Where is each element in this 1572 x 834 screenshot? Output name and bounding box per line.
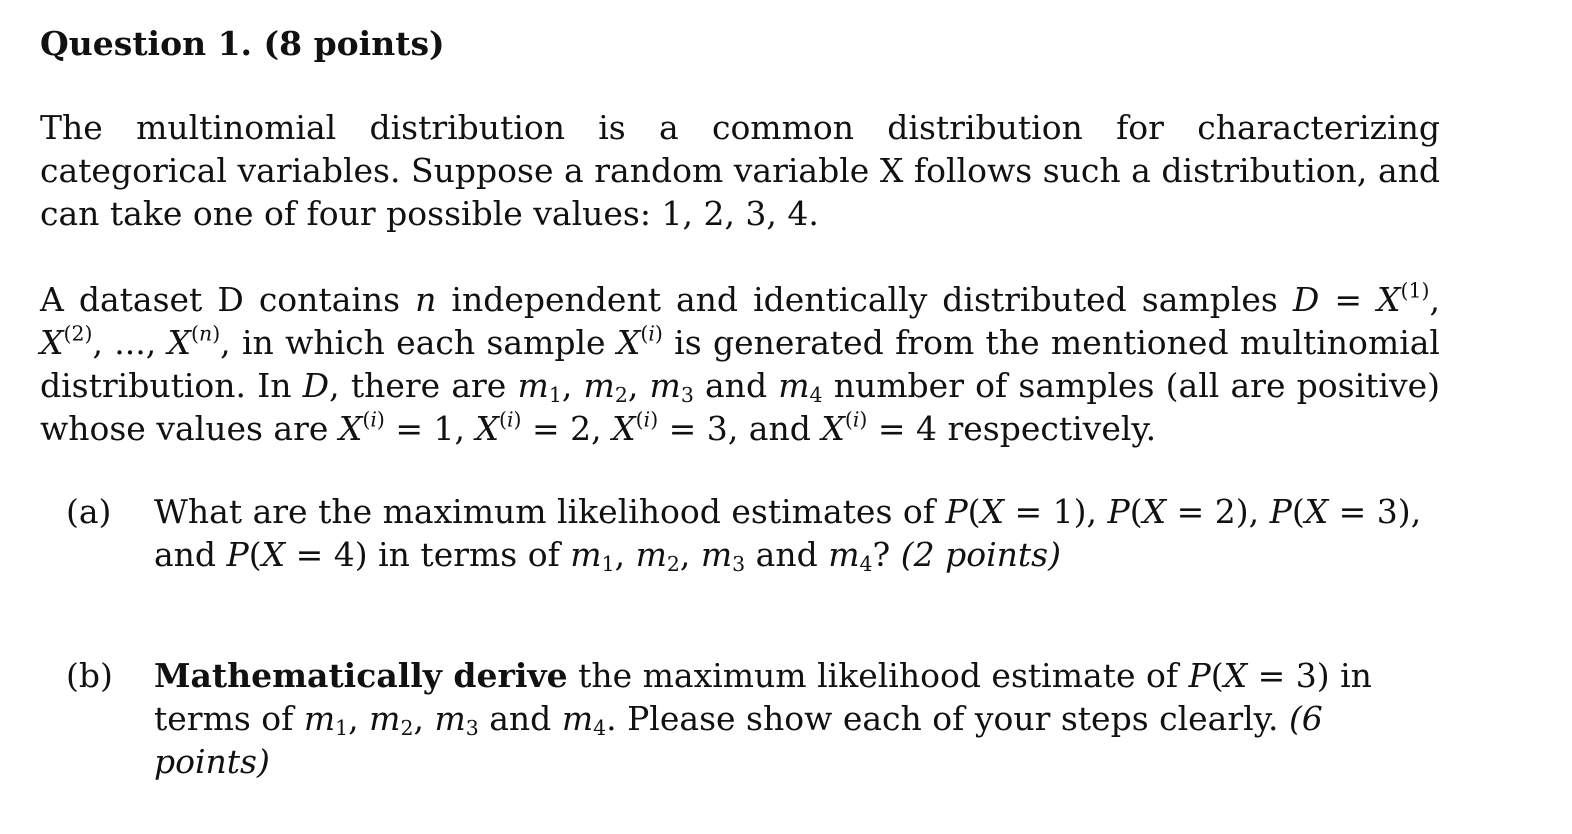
- part-a-text2: , and: [154, 492, 1422, 574]
- prob-formula-4: P(X = 4): [226, 535, 368, 574]
- values-formula: $X^{(i)} = 1$, $X^{(i)} = 2$, $X^{(i)} = 3$: [338, 407, 728, 448]
- var-n: n: [415, 280, 437, 319]
- part-b-text1: the maximum likelihood estimate of: [567, 656, 1189, 695]
- part-b-label: (b): [66, 656, 113, 695]
- dataset-text-d: , in which each sample: [220, 323, 617, 362]
- counts-formula-b: $m_1$, $m_2$, $m_3$: [303, 699, 479, 741]
- part-b-text3: and: [478, 699, 562, 738]
- prob-formula-1-3: P(X = 1), P(X = 2), P(X = 3): [945, 492, 1411, 531]
- part-a: [66, 490, 1440, 576]
- intro-paragraph: The multinomial distribution is a common distribution for characterizing categorical variables. Suppose a random variable X follows such a distribution, and can take one of four possible values: 1, 2, 3, 4.: [40, 108, 1440, 233]
- value4-formula: $X^{(i)} = 4$: [821, 407, 937, 448]
- part-b-bold: Mathematically derive: [154, 656, 568, 695]
- part-a-points: (2 points): [900, 535, 1061, 574]
- dataset-formula: $D = X^{(1)}$, $X^{(2)}$, ..., $X^{(n)}$: [40, 278, 1440, 362]
- dataset-text-e: is generated from the mentioned multinomial distribution. In: [40, 323, 1440, 405]
- dataset-text-j: respectively.: [937, 409, 1157, 448]
- part-b-text2: in terms of: [154, 656, 1372, 738]
- count-m4-b: $m_4$: [561, 699, 607, 741]
- prob-formula-b: P(X = 3): [1188, 656, 1330, 695]
- part-a-text1: What are the maximum likelihood estimates of: [154, 492, 946, 531]
- dataset-text-g: and: [693, 366, 779, 405]
- sample-formula: $X^{(i)}$: [616, 321, 663, 362]
- part-a-text4: and: [745, 535, 829, 574]
- part-b-text4: . Please show each of your steps clearly.: [606, 699, 1279, 738]
- part-b: [66, 654, 1440, 783]
- part-a-text5: ?: [872, 535, 891, 574]
- count-m4-a: $m_4$: [828, 535, 873, 577]
- part-b-points: (6 points): [154, 699, 1323, 781]
- var-D: D: [302, 366, 330, 405]
- count-m4: $m_4$: [778, 366, 823, 408]
- dataset-text-f: , there are: [329, 366, 518, 405]
- question-title: Question 1. (8 points): [40, 24, 445, 63]
- dataset-text-a: A dataset D contains: [40, 280, 416, 319]
- dataset-text-i: , and: [727, 409, 822, 448]
- dataset-paragraph: [40, 278, 1440, 450]
- counts-formula: $m_1$, $m_2$, $m_3$: [517, 366, 694, 408]
- dataset-text-h: number of samples (all are positive) whose values are: [40, 366, 1440, 448]
- question-page: [40, 22, 1440, 783]
- dataset-text-c: independent and identically distributed samples: [436, 280, 1293, 319]
- part-a-label: (a): [66, 492, 112, 531]
- counts-formula-a: $m_1$, $m_2$, $m_3$: [570, 535, 746, 577]
- part-a-text3: in terms of: [367, 535, 571, 574]
